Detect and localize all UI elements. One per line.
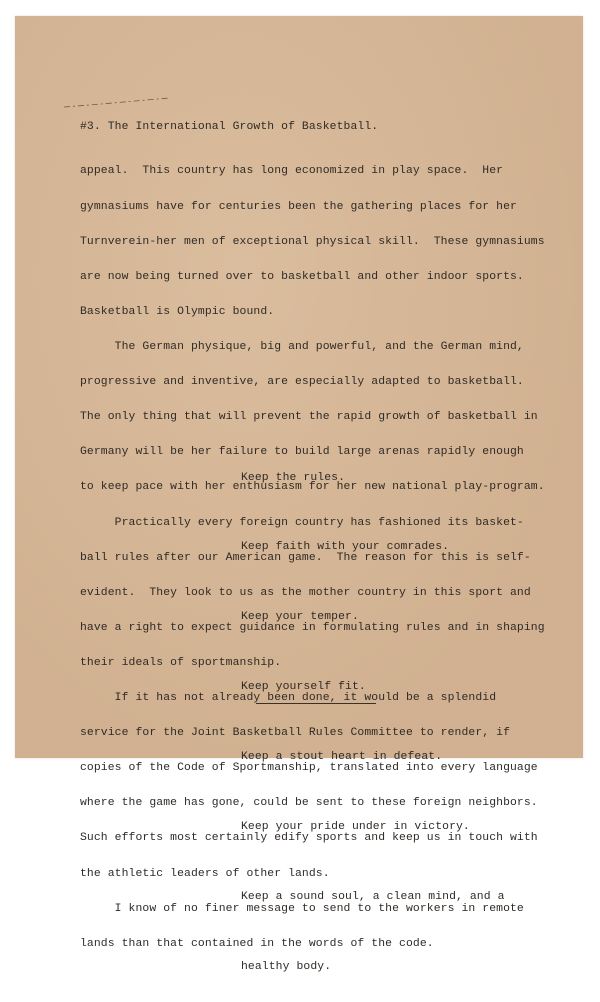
code-line: Keep a sound soul, a clean mind, and a bbox=[241, 890, 505, 903]
body-line: lands than that contained in the words of the code. bbox=[80, 937, 434, 950]
code-line: Keep yourself fit. bbox=[241, 681, 366, 694]
code-line: Keep the rules. bbox=[241, 471, 346, 484]
body-line: appeal. This country has long economized in play space. Her bbox=[80, 165, 504, 178]
body-line: Such efforts most certainly edify sports and keep us in touch with bbox=[80, 832, 538, 845]
body-line: Practically every foreign country has fashioned its basket- bbox=[80, 516, 524, 529]
body-line: the athletic leaders of other lands. bbox=[80, 867, 330, 880]
body-line: The only thing that will prevent the rapid growth of basketball in bbox=[80, 411, 538, 424]
body-line: ball rules after our American game. The reason for this is self- bbox=[80, 551, 531, 564]
body-line: where the game has gone, could be sent to these foreign neighbors. bbox=[80, 797, 538, 810]
body-line: their ideals of sportmanship. bbox=[80, 656, 282, 669]
code-of-sportsmanship bbox=[241, 420, 505, 1002]
section-heading: #3. The International Growth of Basketball. bbox=[80, 121, 379, 133]
closing-rule bbox=[256, 703, 376, 704]
body-line: copies of the Code of Sportmanship, translated into every language bbox=[80, 762, 538, 775]
code-line: Keep faith with your comrades. bbox=[241, 541, 450, 554]
body-line: to keep pace with her enthusiasm for her new national play-program. bbox=[80, 481, 545, 494]
pencil-mark bbox=[62, 96, 174, 110]
body-line: Basketball is Olympic bound. bbox=[80, 305, 275, 318]
body-line: The German physique, big and powerful, and the German mind, bbox=[80, 340, 524, 353]
code-line: Keep your temper. bbox=[241, 611, 359, 624]
body-line: I know of no finer message to send to the workers in remote bbox=[80, 902, 524, 915]
body-line: evident. They look to us as the mother country in this sport and bbox=[80, 586, 531, 599]
body-line: Germany will be her failure to build large arenas rapidly enough bbox=[80, 446, 524, 459]
code-line: Keep a stout heart in defeat. bbox=[241, 751, 443, 764]
body-line: are now being turned over to basketball and other indoor sports. bbox=[80, 270, 524, 283]
body-line: Turnverein-her men of exceptional physical skill. These gymnasiums bbox=[80, 235, 545, 248]
body-line: gymnasiums have for centuries been the gathering places for her bbox=[80, 200, 517, 213]
body-line: service for the Joint Basketball Rules Committee to render, if bbox=[80, 727, 511, 740]
code-line: Keep your pride under in victory. bbox=[241, 821, 470, 834]
body-line: If it has not already been done, it would be a splendid bbox=[80, 692, 497, 705]
body-line: have a right to expect guidance in formulating rules and in shaping bbox=[80, 621, 545, 634]
code-line: healthy body. bbox=[241, 960, 332, 973]
body-line: progressive and inventive, are especially adapted to basketball. bbox=[80, 376, 524, 389]
